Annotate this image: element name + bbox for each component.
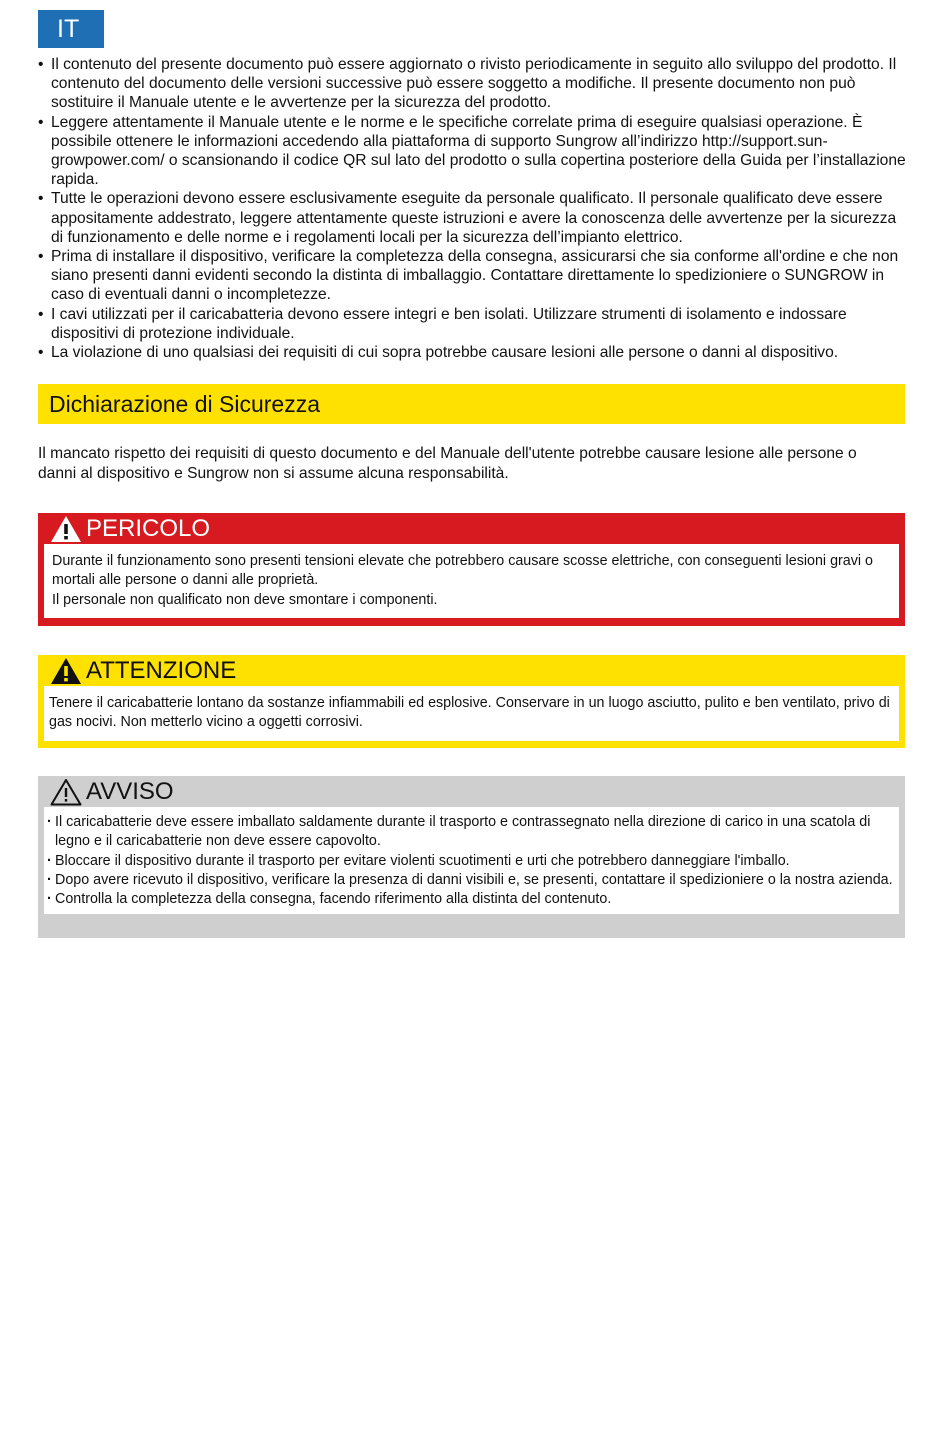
list-item: • Tutte le operazioni devono essere esclusivamente eseguite da personale qualificato. Il personale qualificato deve essere appositamente addestrato, leggere attentamente queste istruzioni e avere la conoscenza delle avvertenze per la sicurezza di funzionamento e delle norme e i regolamenti locali per la sicurezza dell’impianto elettrico.: [38, 189, 908, 247]
warning-box: [38, 655, 905, 748]
danger-body: [44, 544, 899, 618]
danger-box: [38, 513, 905, 626]
list-item: · Il caricabatterie deve essere imballato saldamente durante il trasporto e contrassegnato nella direzione di carico in una scatola di legno e il caricabatterie non deve essere capovolto.: [47, 813, 895, 852]
section-title: Dichiarazione di Sicurezza: [38, 384, 905, 424]
warning-header: [44, 655, 899, 686]
danger-text: Durante il funzionamento sono presenti tensioni elevate che potrebbero causare scosse elettriche, con conseguenti lesioni gravi o mortali alle persone o danni alle proprietà.: [52, 553, 873, 589]
warning-title: ATTENZIONE: [86, 656, 237, 684]
list-item: • Il contenuto del presente documento può essere aggiornato o rivisto periodicamente in seguito allo sviluppo del prodotto. Il contenuto del documento delle versioni successive può essere soggetto a modifiche. Il presente documento non può sostituire il Manuale utente e le avvertenze per la sicurezza del prodotto.: [38, 55, 908, 113]
warning-text: Tenere il caricabatterie lontano da sostanze infiammabili ed esplosive. Conservare in un luogo asciutto, pulito e ben ventilato, privo di gas nocivi. Non metterlo vicino a oggetti corrosivi.: [49, 695, 890, 731]
notice-title: AVVISO: [86, 777, 174, 805]
list-item: • Prima di installare il dispositivo, verificare la completezza della consegna, assicurarsi che sia conforme all'ordine e che non siano presenti danni evidenti secondo la distinta di imballaggio. Contattare direttamente lo spedizioniere o SUNGROW in caso di eventuali danni o incompletezze.: [38, 247, 908, 305]
notice-body: [44, 807, 899, 914]
notice-box: [38, 776, 905, 938]
notice-header: [44, 776, 899, 807]
warning-triangle-icon: [50, 515, 82, 543]
list-item: • Leggere attentamente il Manuale utente e le norme e le specifiche correlate prima di eseguire qualsiasi operazione. È possibile ottenere le informazioni accedendo alla piattaforma di supporto Sungrow all’indirizzo http://support.sun-growpower.com/ o scansionando il codice QR sul lato del prodotto o sulla copertina posteriore della Guida per l’installazione rapida.: [38, 113, 908, 190]
warning-triangle-outline-icon: [50, 778, 82, 806]
list-item: • La violazione di uno qualsiasi dei requisiti di cui sopra potrebbe causare lesioni alle persone o danni al dispositivo.: [38, 343, 908, 362]
list-item: · Dopo avere ricevuto il dispositivo, verificare la presenza di danni visibili e, se presenti, contattare il spedizioniere o la nostra azienda.: [47, 871, 895, 890]
list-item: · Bloccare il dispositivo durante il trasporto per evitare violenti scuotimenti e urti che potrebbero danneggiare l'imballo.: [47, 852, 895, 871]
language-badge: IT: [38, 10, 104, 48]
danger-title: PERICOLO: [86, 514, 211, 542]
section-text: Il mancato rispetto dei requisiti di questo documento e del Manuale dell'utente potrebbe causare lesione alle persone o danni al dispositivo e Sungrow non si assume alcuna responsabilità.: [38, 445, 857, 482]
warning-triangle-icon: [50, 657, 82, 685]
danger-header: [44, 513, 899, 544]
list-item: • I cavi utilizzati per il caricabatteria devono essere integri e ben isolati. Utilizzare strumenti di isolamento e indossare dispositivi di protezione individuale.: [38, 305, 908, 343]
notice-list: [47, 813, 895, 909]
warning-body: [44, 686, 899, 741]
danger-text: Il personale non qualificato non deve smontare i componenti.: [52, 591, 438, 608]
list-item: · Controlla la completezza della consegna, facendo riferimento alla distinta del contenuto.: [47, 890, 895, 909]
intro-list: [38, 55, 908, 362]
